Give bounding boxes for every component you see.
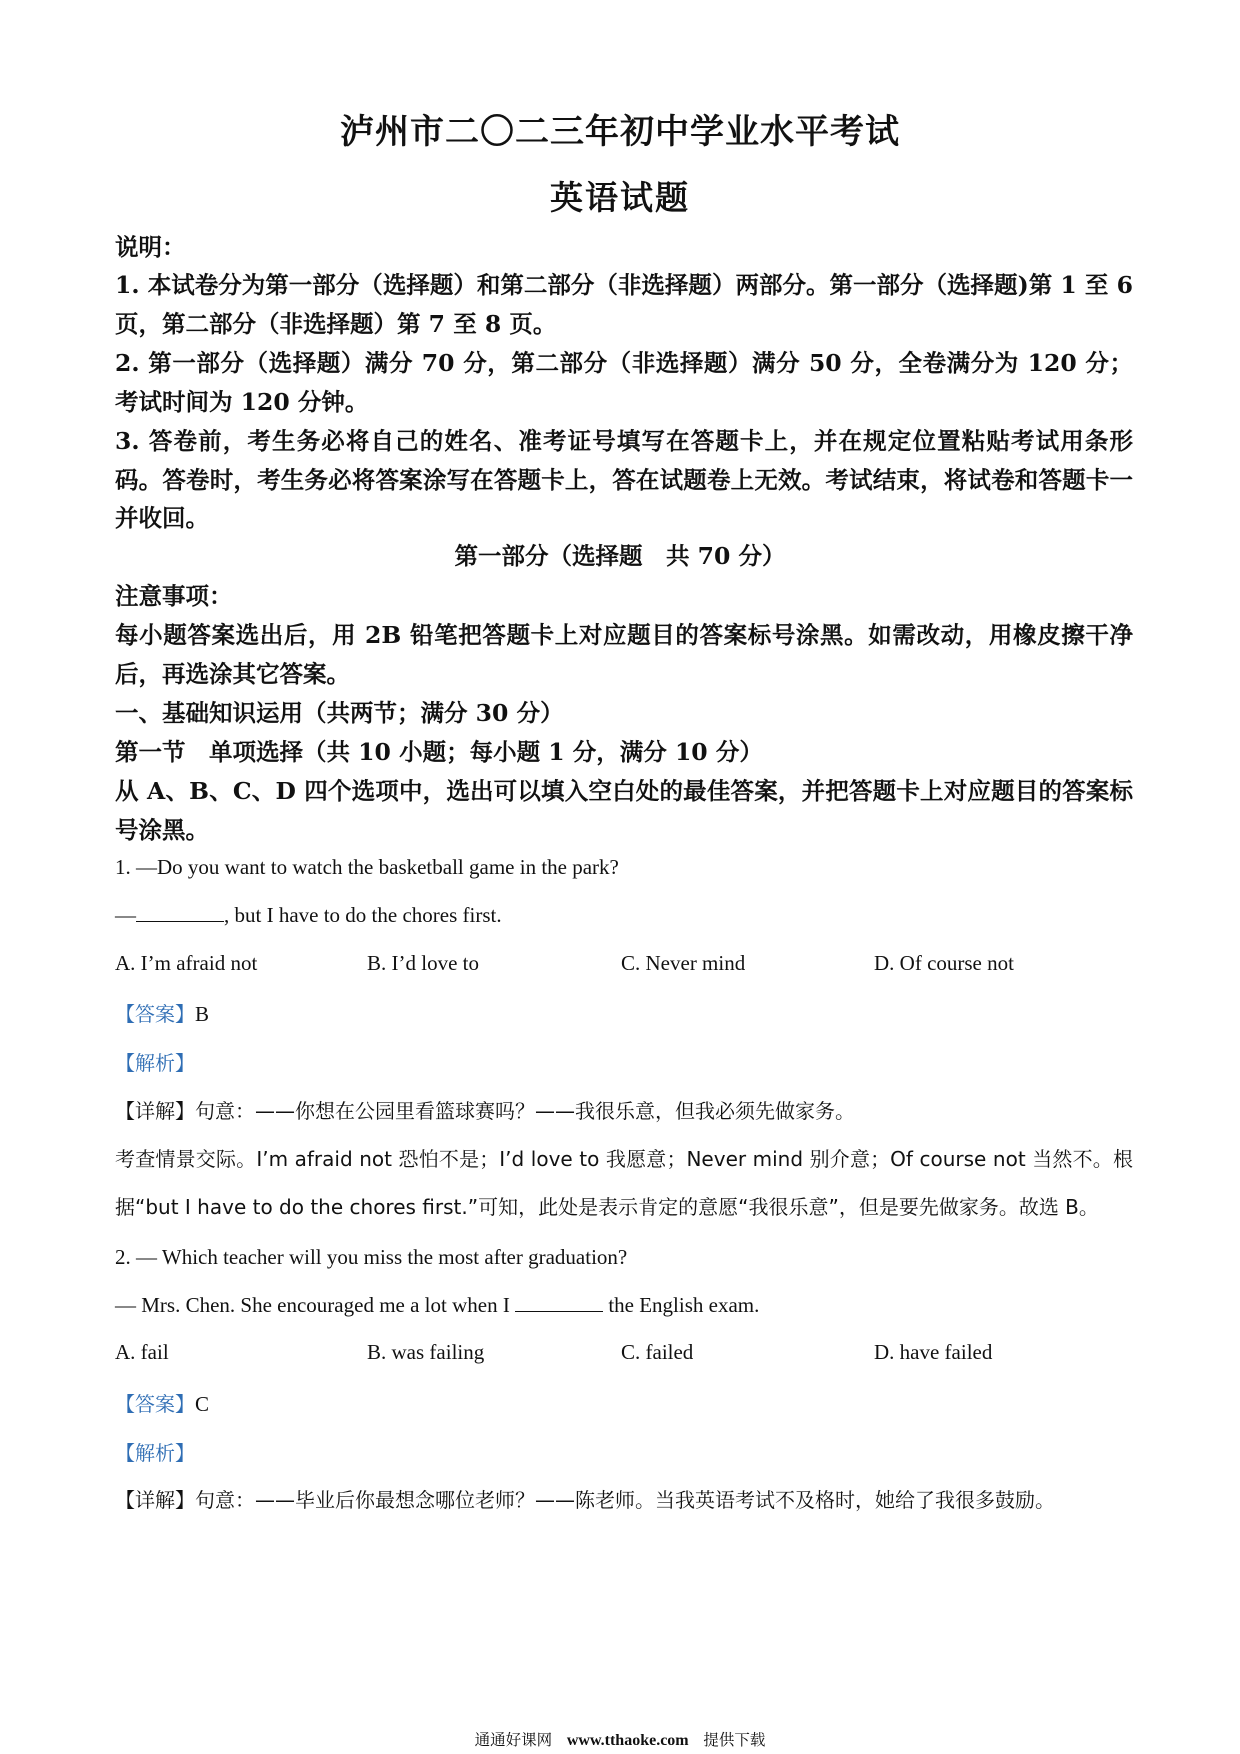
- notes-heading: 注意事项：: [115, 582, 233, 610]
- question-2-line2-pre: — Mrs. Chen. She encouraged me a lot when I: [115, 1293, 516, 1317]
- instructions-heading: 说明：: [115, 233, 186, 261]
- section-heading: 一、基础知识运用（共两节；满分 30 分）: [115, 699, 564, 727]
- question-1-option-b: B. I’d love to: [367, 951, 479, 975]
- question-2-answer: [115, 1389, 1133, 1419]
- footer-url: www.tthaoke.com: [566, 1732, 689, 1749]
- instruction-item-1: 1. 本试卷分为第一部分（选择题）和第二部分（非选择题）两部分。第一部分（选择题)第 1 至 6 页，第二部分（非选择题）第 7 至 8 页。: [115, 271, 1133, 338]
- instruction-item-3: 3. 答卷前，考生务必将自己的姓名、准考证号填写在答题卡上，并在规定位置粘贴考试用条形码。答卷时，考生务必将答案涂写在答题卡上，答在试题卷上无效。考试结束，将试卷和答题卡一并收回。: [115, 427, 1133, 532]
- answer-label: 【答案】: [115, 1392, 195, 1416]
- question-2-option-b: B. was failing: [367, 1340, 485, 1364]
- question-2-line1: 2. — Which teacher will you miss the most after graduation?: [115, 1245, 628, 1269]
- question-1-dash: —: [115, 903, 136, 927]
- question-2-line2: [115, 1290, 1133, 1320]
- question-1-blank: [136, 901, 224, 922]
- part1-title: 第一部分（选择题 共 70 分）: [454, 542, 786, 570]
- question-2-detail: 【详解】句意：——毕业后你最想念哪位老师？——陈老师。当我英语考试不及格时，她给了我很多鼓励。: [115, 1488, 1055, 1512]
- footer-download-text: 提供下载: [703, 1731, 766, 1749]
- notes-text: 每小题答案选出后，用 2B 铅笔把答题卡上对应题目的答案标号涂黑。如需改动，用橡皮擦干净后，再选涂其它答案。: [115, 621, 1133, 688]
- question-2-option-d: D. have failed: [874, 1340, 993, 1364]
- analysis-label: 【解析】: [115, 1051, 195, 1075]
- question-1-detail: 【详解】句意：——你想在公园里看篮球赛吗？——我很乐意，但我必须先做家务。: [115, 1099, 855, 1123]
- question-1-line2: [115, 900, 1133, 930]
- question-1-option-c: C. Never mind: [621, 951, 746, 975]
- question-1-line2-text: , but I have to do the chores first.: [224, 903, 502, 927]
- question-2-analysis: [115, 1438, 1133, 1468]
- question-2-option-a: A. fail: [115, 1340, 169, 1364]
- question-1-option-d: D. Of course not: [874, 951, 1014, 975]
- question-1-answer: [115, 999, 1133, 1029]
- subsection-heading: 第一节 单项选择（共 10 小题；每小题 1 分，满分 10 分）: [115, 738, 763, 766]
- footer-site-name: 通通好课网: [474, 1731, 553, 1749]
- question-2-blank: [515, 1291, 603, 1312]
- instruction-item-2: 2. 第一部分（选择题）满分 70 分，第二部分（非选择题）满分 50 分，全卷满分为 120 分；考试时间为 120 分钟。: [115, 349, 1133, 416]
- directions-text: 从 A、B、C、D 四个选项中，选出可以填入空白处的最佳答案，并把答题卡上对应题目的答案标号涂黑。: [115, 777, 1133, 844]
- page-footer: [0, 1728, 1240, 1750]
- analysis-label: 【解析】: [115, 1441, 195, 1465]
- answer-value: C: [195, 1392, 210, 1416]
- question-2-option-c: C. failed: [621, 1340, 694, 1364]
- question-1-analysis: [115, 1048, 1133, 1078]
- question-1-option-a: A. I’m afraid not: [115, 951, 258, 975]
- exam-subtitle: 英语试题: [550, 178, 690, 217]
- question-2-line2-text: the English exam.: [603, 1293, 760, 1317]
- answer-label: 【答案】: [115, 1002, 195, 1026]
- question-1-explanation: 考查情景交际。I’m afraid not 恐怕不是；I’d love to 我愿意；Never mind 别介意；Of course not 当然不。根据“but I have to do the chores first.”可知，此处是表示肯定的意愿“我很乐意”，但是要先做家务。故选 B。: [115, 1147, 1133, 1219]
- answer-value: B: [195, 1002, 210, 1026]
- question-1-line1: 1. —Do you want to watch the basketball game in the park?: [115, 855, 619, 879]
- exam-title: 泸州市二〇二三年初中学业水平考试: [340, 112, 900, 152]
